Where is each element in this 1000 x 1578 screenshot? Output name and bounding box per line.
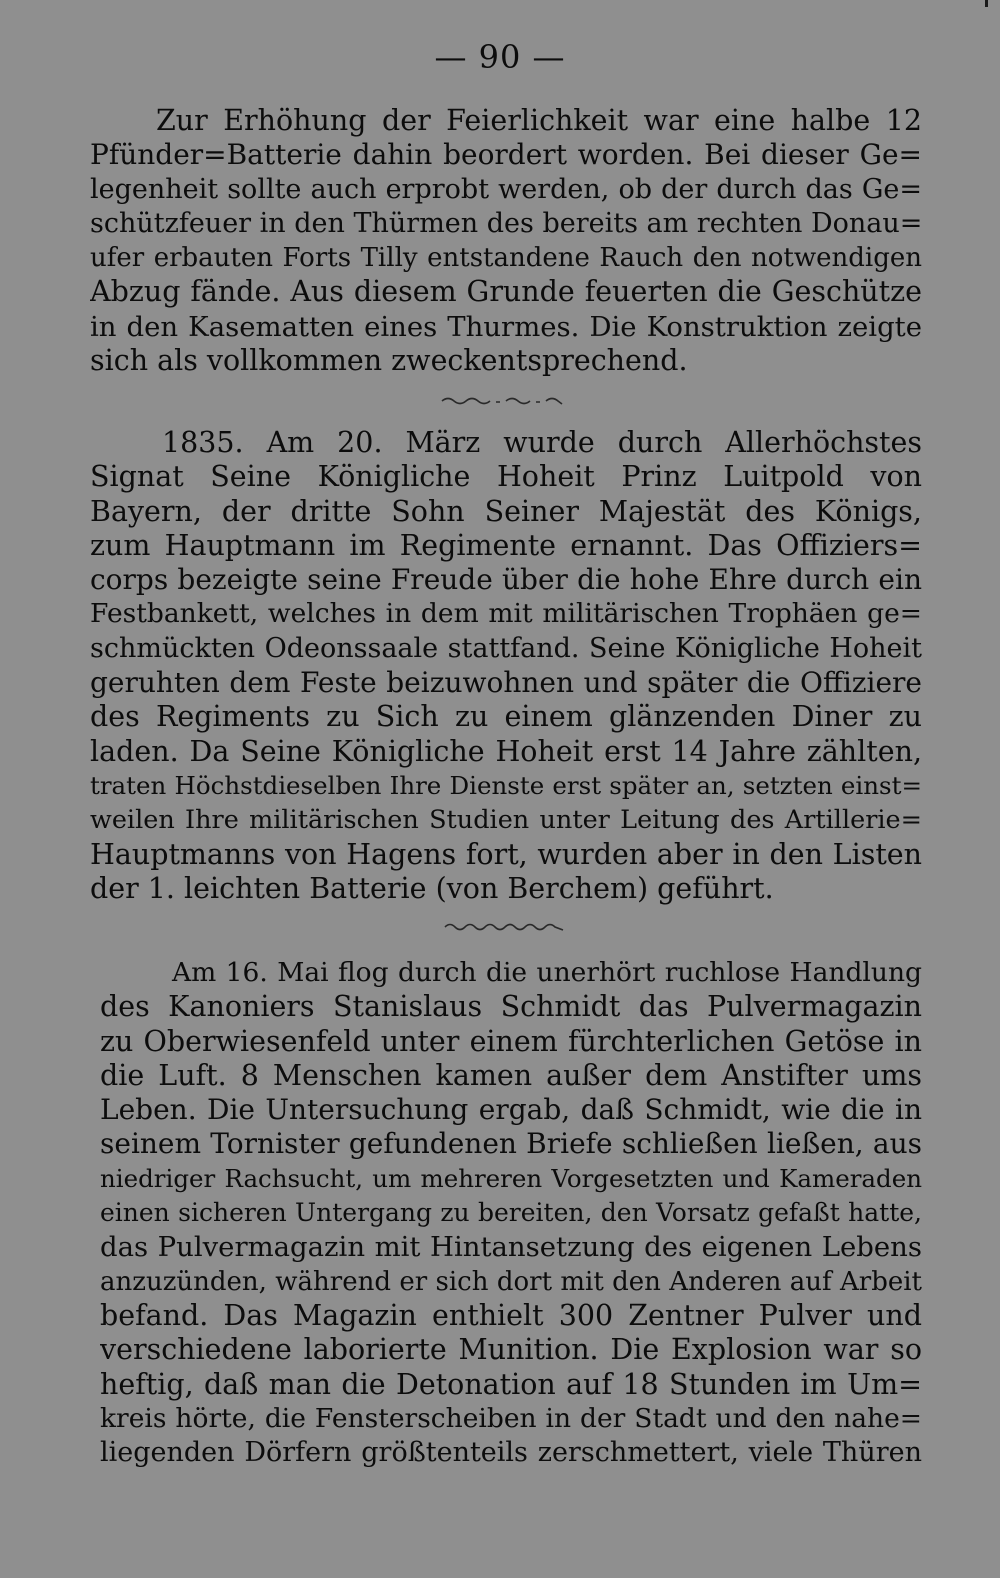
text-line: schmückten Odeonssaale stattfand. Seine Königliche Hoheit [90,632,922,664]
text-line: schützfeuer in den Thürmen des bereits am rechten Donau= [90,207,922,239]
text-line: verschiedene laborierte Munition. Die Explosion war so [100,1333,922,1367]
text-line: einen sicheren Untergang zu bereiten, den Vorsatz gefaßt hatte, [100,1198,922,1228]
section-divider-ornament [440,392,565,408]
text-line: zu Oberwiesenfeld unter einem fürchterlichen Getöse in [100,1024,922,1058]
text-line: sich als vollkommen zweckentsprechend. [90,344,688,378]
text-line: laden. Da Seine Königliche Hoheit erst 14 Jahre zählten, [90,734,922,768]
text-line: Leben. Die Untersuchung ergab, daß Schmidt, wie die in [100,1093,922,1127]
text-line: liegenden Dörfern größtenteils zerschmettert, viele Thüren [100,1437,922,1469]
text-line: corps bezeigte seine Freude über die hohe Ehre durch ein [90,563,922,597]
text-line: in den Kasematten eines Thurmes. Die Konstruktion zeigte [90,310,922,343]
paragraph-prince-luitpold [90,426,922,906]
text-line: das Pulvermagazin mit Hintansetzung des eigenen Lebens [100,1231,922,1264]
text-line: kreis hörte, die Fensterscheiben in der Stadt und den nahe= [100,1402,922,1434]
text-line: Hauptmanns von Hagens fort, wurden aber in den Listen [90,837,922,871]
text-line: Bayern, der dritte Sohn Seiner Majestät des Königs, [90,494,922,528]
text-line: der 1. leichten Batterie (von Berchem) geführt. [90,871,774,905]
text-line: Signat Seine Königliche Hoheit Prinz Luitpold von [90,460,922,494]
text-line: legenheit sollte auch erprobt werden, ob der durch das Ge= [90,173,922,205]
section-divider-ornament [443,918,565,934]
text-line: Zur Erhöhung der Feierlichkeit war eine halbe 12 [156,104,922,137]
text-line: anzuzünden, während er sich dort mit den Anderen auf Arbeit [100,1266,922,1297]
text-line: die Luft. 8 Menschen kamen außer dem Anstifter ums [100,1058,922,1092]
paragraph-fortress-test [90,104,922,378]
text-line: 1835. Am 20. März wurde durch Allerhöchstes [162,426,922,459]
scan-mark [985,0,988,7]
text-line: heftig, daß man die Detonation auf 18 Stunden im Um= [100,1367,922,1401]
text-line: Am 16. Mai flog durch die unerhört ruchlose Handlung [172,957,922,988]
text-line: befand. Das Magazin enthielt 300 Zentner Pulver und [100,1298,922,1332]
text-line: des Regiments zu Sich zu einem glänzenden Diner zu [90,700,922,734]
text-line: seinem Tornister gefundenen Briefe schließen ließen, aus [100,1127,922,1161]
text-line: Festbankett, welches in dem mit militärischen Trophäen ge= [90,598,922,630]
text-line: weilen Ihre militärischen Studien unter Leitung des Artillerie= [90,805,922,836]
page-number: — 90 — [434,38,566,76]
text-line: Abzug fände. Aus diesem Grunde feuerten die Geschütze [90,275,922,309]
text-line: geruhten dem Feste beizuwohnen und später die Offiziere [90,666,922,700]
text-line: zum Hauptmann im Regimente ernannt. Das Offiziers= [90,528,922,562]
text-line: traten Höchstdieselben Ihre Dienste erst später an, setzten einst= [90,770,922,800]
text-line: ufer erbauten Forts Tilly entstandene Rauch den notwendigen [90,243,922,274]
text-line: niedriger Rachsucht, um mehreren Vorgesetzten und Kameraden [100,1163,922,1193]
text-line: Pfünder=Batterie dahin beordert worden. Bei dieser Ge= [90,138,922,172]
text-line: des Kanoniers Stanislaus Schmidt das Pulvermagazin [100,990,922,1024]
paragraph-powder-magazine-explosion [100,956,922,1470]
